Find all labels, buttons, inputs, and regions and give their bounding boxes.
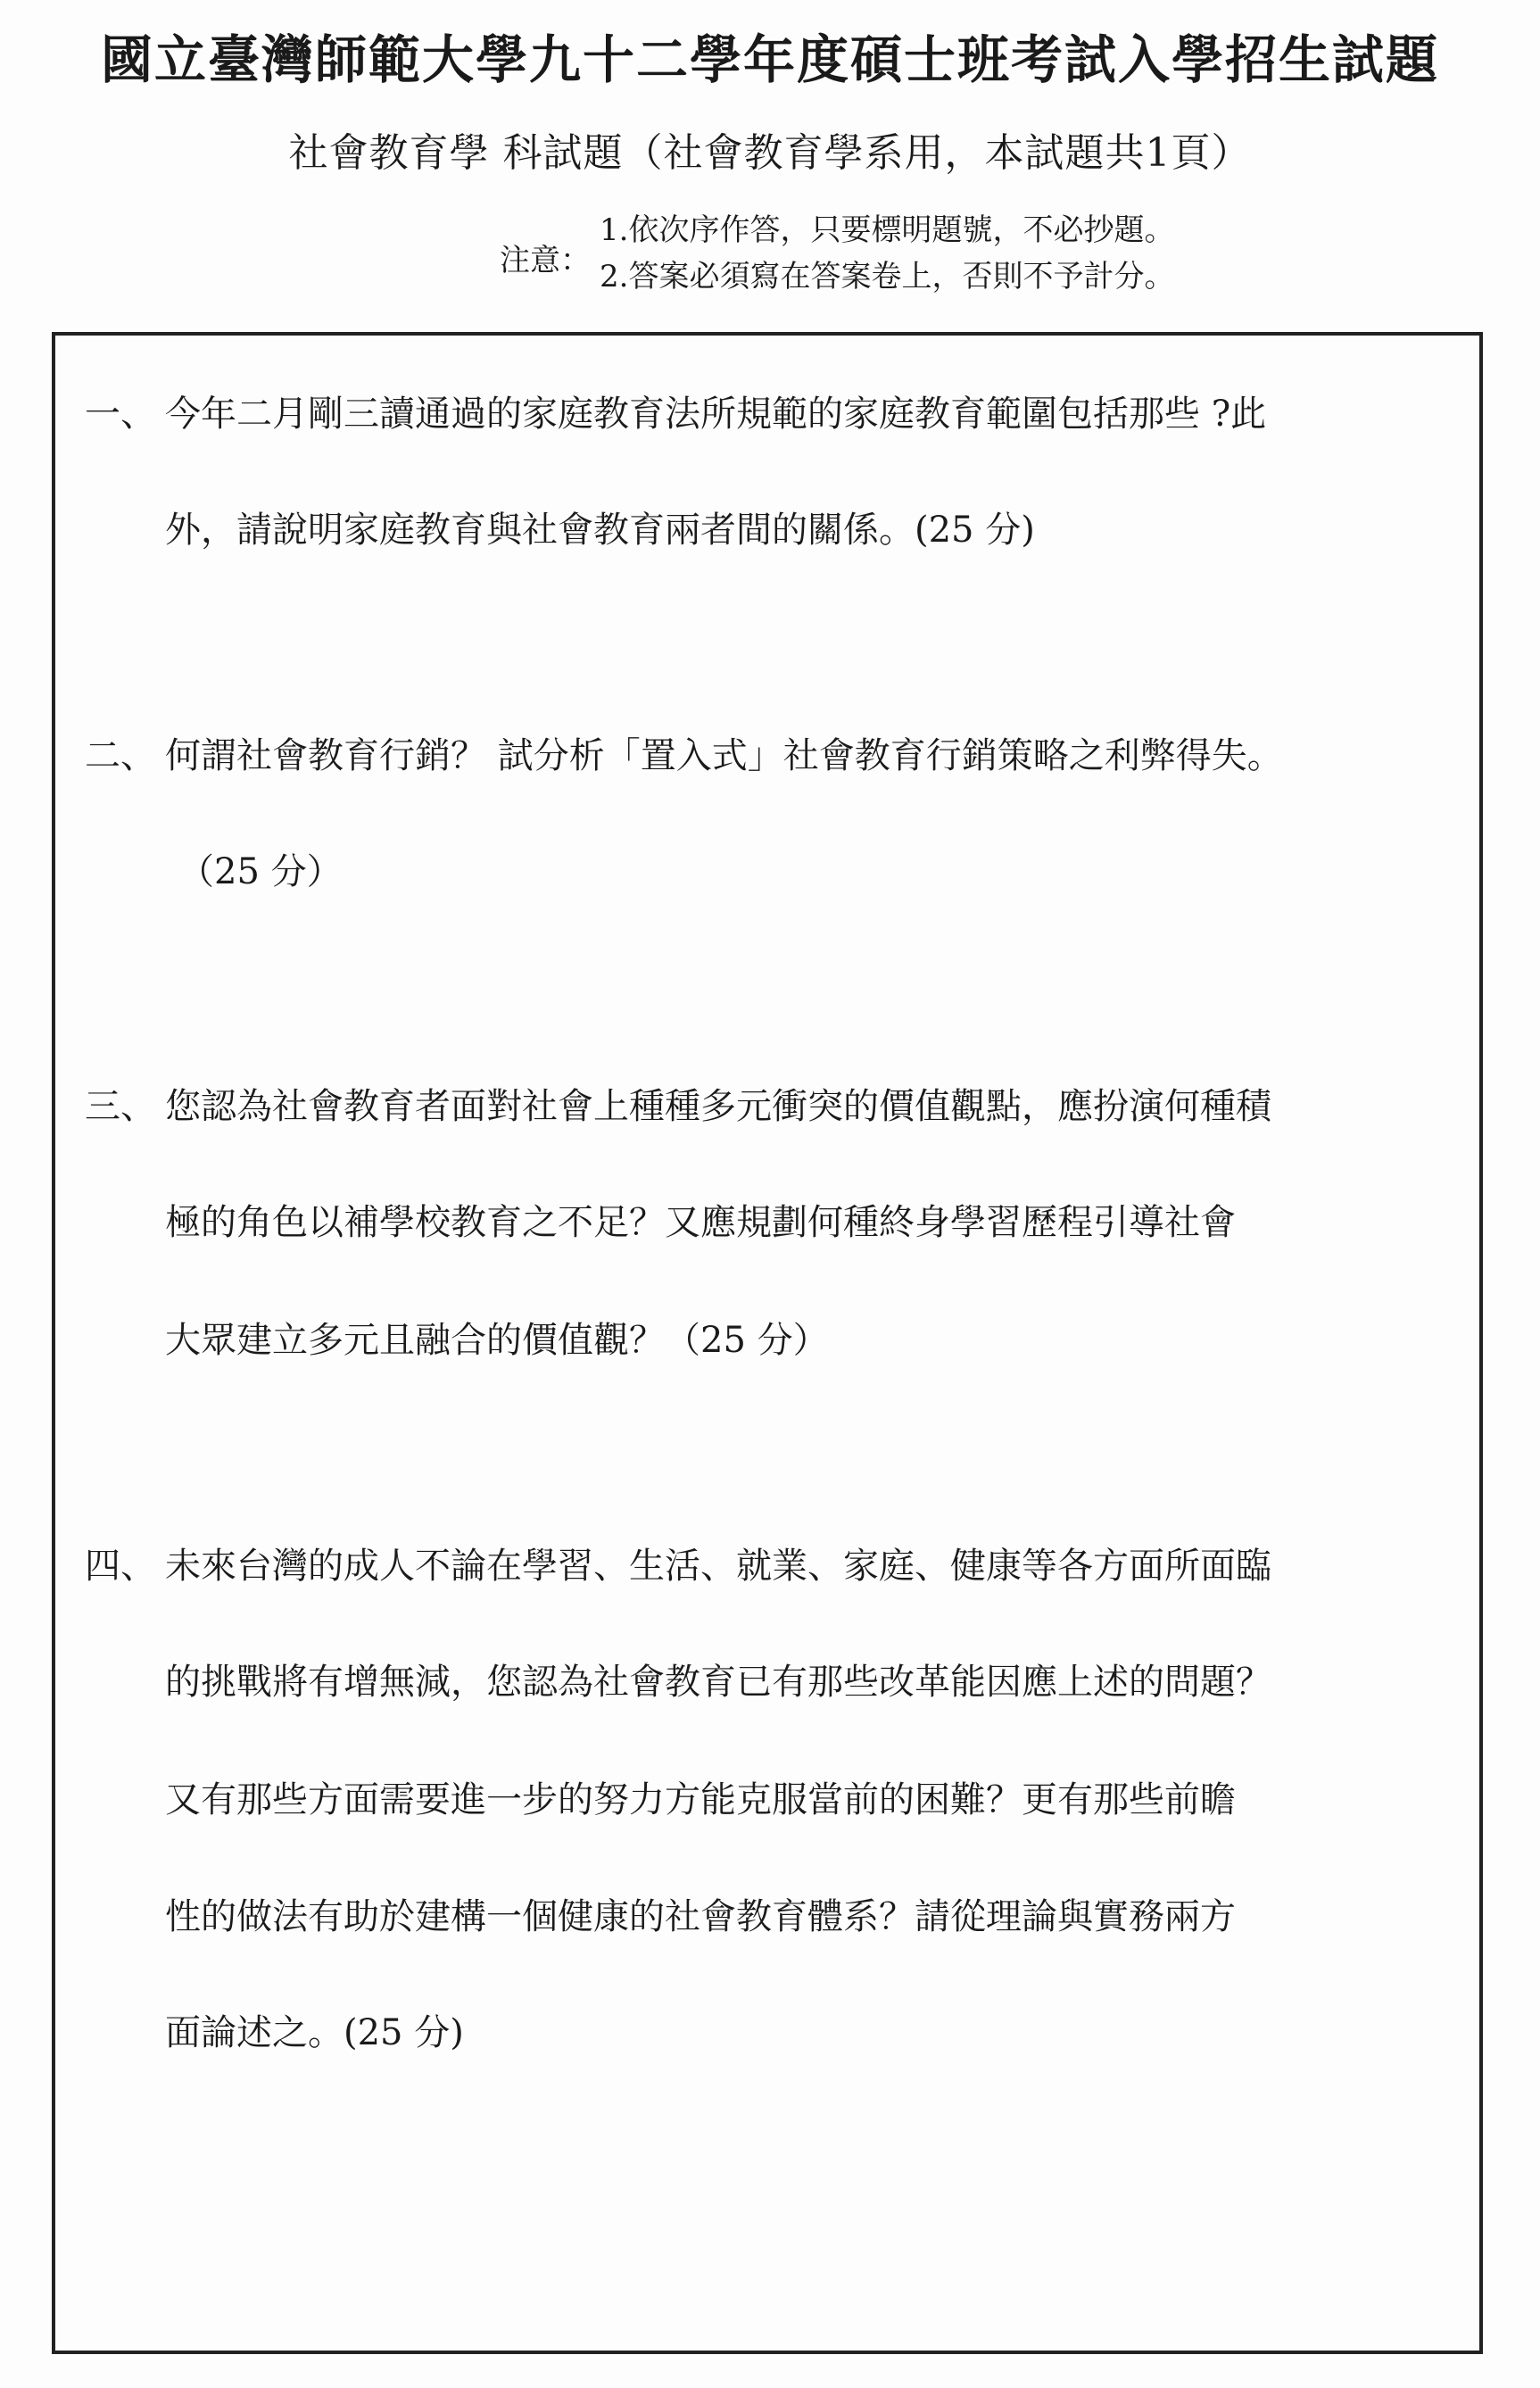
question-line: 何謂社會教育行銷？ 試分析「置入式」社會教育行銷策略之利弊得失。 xyxy=(165,735,1283,776)
instructions-block xyxy=(500,205,1303,303)
question-line: 大眾建立多元且融合的價值觀？（25 分） xyxy=(165,1320,829,1361)
question-number: 四、 xyxy=(85,1546,156,1587)
question-line: 未來台灣的成人不論在學習、生活、就業、家庭、健康等各方面所面臨 xyxy=(165,1546,1271,1587)
question-line: 的挑戰將有增無減，您認為社會教育已有那些改革能因應上述的問題？ xyxy=(165,1662,1271,1703)
instruction-item: 2.答案必須寫在答案卷上，否則不予計分。 xyxy=(600,259,1175,294)
question-line: 今年二月剛三讀通過的家庭教育法所規範的家庭教育範圍包括那些 ?此 xyxy=(165,394,1267,435)
question-number: 一、 xyxy=(85,394,156,435)
question-line: 又有那些方面需要進一步的努力方能克服當前的困難？更有那些前瞻 xyxy=(165,1779,1236,1820)
question-line: 外，請說明家庭教育與社會教育兩者間的關係。(25 分) xyxy=(165,510,1035,551)
question-line: 您認為社會教育者面對社會上種種多元衝突的價值觀點，應扮演何種積 xyxy=(165,1086,1271,1127)
question-number: 三、 xyxy=(85,1086,156,1127)
question-number: 二、 xyxy=(85,735,156,776)
exam-subtitle: 社會教育學 科試題（社會教育學系用，本試題共1頁） xyxy=(288,130,1252,176)
question-line: （25 分） xyxy=(178,851,343,892)
exam-title: 國立臺灣師範大學九十二學年度碩士班考試入學招生試題 xyxy=(100,29,1439,90)
instruction-item: 1.依次序作答，只要標明題號，不必抄題。 xyxy=(600,212,1175,248)
question-line: 極的角色以補學校教育之不足？又應規劃何種終身學習歷程引導社會 xyxy=(165,1202,1236,1243)
question-line: 性的做法有助於建構一個健康的社會教育體系？請從理論與實務兩方 xyxy=(165,1896,1236,1937)
question-line: 面論述之。(25 分) xyxy=(165,2012,464,2053)
instructions-label: 注意： xyxy=(500,243,591,278)
